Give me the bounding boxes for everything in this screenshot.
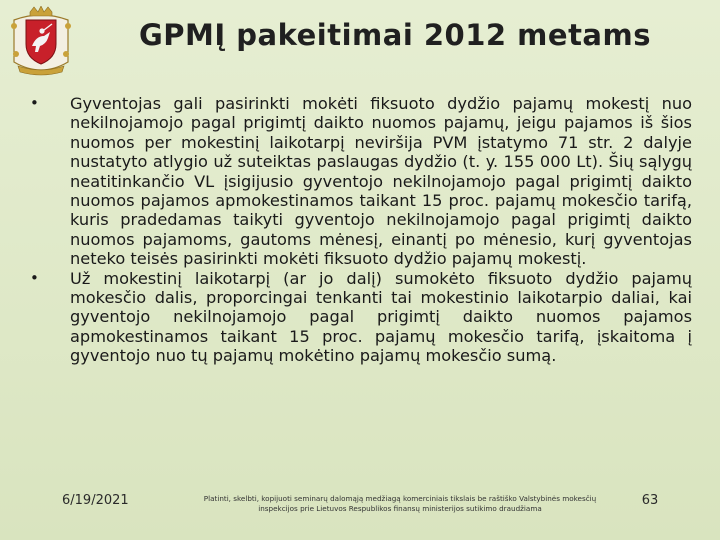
bullet-item: [30, 94, 692, 269]
bullet-text: Gyventojas gali pasirinkti mokėti fiksuoto dydžio pajamų mokestį nuo nekilnojamojo pagal prigimtį daikto nuomos pajamų, jeigu pajamos iš šios nuomos per mokestinį laikotarpį neviršija PVM įstatymo 71 str. 2 dalyje nustatyto atlygio už suteiktas paslaugas dydžio (t. y. 155 000 Lt). Šių sąlygų neatitinkančio VL įsigijusio gyventojo nekilnojamojo pagal prigimtį daikto nuomos pajamos apmokestinamos taikant 15 proc. pajamų mokesčio tarifą, kuris pradedamas taikyti gyventojo nekilnojamojo pagal prigimtį daikto nuomos pajamoms, gautoms mėnesį, einantį po mėnesio, kurį gyventojas neteko teisės pasirinkti mokėti fiksuoto dydžio pajamų mokestį.: [70, 94, 692, 269]
footer-date: 6/19/2021: [62, 493, 129, 508]
coat-of-arms-emblem: [8, 6, 74, 78]
bullet-marker: •: [30, 268, 39, 287]
slide-title: GPMĮ pakeitimai 2012 metams: [139, 18, 651, 52]
bullet-item: [30, 269, 692, 366]
bullet-text: Už mokestinį laikotarpį (ar jo dalį) sumokėto fiksuoto dydžio pajamų mokesčio dalis, proporcingai tenkanti tai mokestinio laikotarpio daliai, kai gyventojo nekilnojamojo pagal prigimtį daikto nuomos pajamos apmokestinamos taikant 15 proc. pajamų mokesčio tarifą, įskaitoma į gyventojo nuo tų pajamų mokėtino pajamų mokesčio sumą.: [70, 268, 692, 366]
bullet-marker: •: [30, 94, 39, 112]
page-number: 63: [641, 493, 659, 508]
bullet-list: [30, 94, 692, 366]
footer-disclaimer: Platinti, skelbti, kopijuoti seminarų dalomąją medžiagą komerciniais tikslais be raštiško Valstybinės mokesčių inspekcijos prie Lietuvos Respublikos finansų ministerijos sutikimo draudžiama: [203, 494, 597, 513]
